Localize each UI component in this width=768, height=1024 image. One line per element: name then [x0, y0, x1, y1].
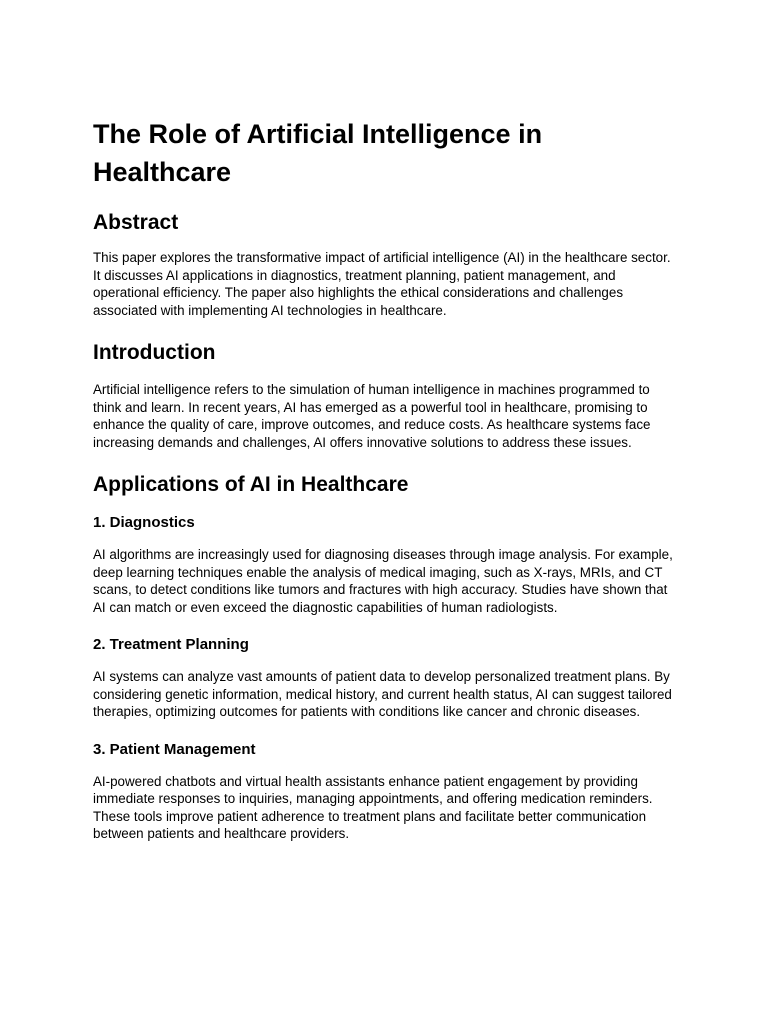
treatment-planning-heading: 2. Treatment Planning — [93, 636, 249, 653]
introduction-heading: Introduction — [93, 341, 216, 364]
treatment-planning-body: AI systems can analyze vast amounts of patient data to develop personalized treatment plans. By considering genetic information, medical history, and current health status, AI can suggest tailored therapies, optimizing outcomes for patients with conditions like cancer and chronic diseases. — [93, 669, 672, 719]
patient-management-heading: 3. Patient Management — [93, 740, 256, 758]
introduction-body: Artificial intelligence refers to the simulation of human intelligence in machines programmed to think and learn. In recent years, AI has emerged as a powerful tool in healthcare, promising to enhance the quality of care, improve outcomes, and reduce costs. As healthcare systems face increasing demands and challenges, AI offers innovative solutions to address these issues. — [93, 382, 651, 450]
document-title: The Role of Artificial Intelligence in Healthcare — [93, 119, 543, 187]
abstract-body: This paper explores the transformative impact of artificial intelligence (AI) in the healthcare sector. It discusses AI applications in diagnostics, treatment planning, patient management, and operational efficiency. The paper also highlights the ethical considerations and challenges associated with implementing AI technologies in healthcare. — [93, 250, 671, 318]
diagnostics-heading: 1. Diagnostics — [93, 514, 195, 531]
applications-heading: Applications of AI in Healthcare — [93, 473, 409, 496]
patient-management-body: AI-powered chatbots and virtual health assistants enhance patient engagement by providing immediate responses to inquiries, managing appointments, and offering medication reminders. These tools improve patient adherence to treatment plans and facilitate better communication between patients and healthcare providers. — [93, 773, 653, 841]
diagnostics-body: AI algorithms are increasingly used for diagnosing diseases through image analysis. For example, deep learning techniques enable the analysis of medical imaging, such as X-rays, MRIs, and CT scans, to detect conditions like tumors and fractures with high accuracy. Studies have shown that AI can match or even exceed the diagnostic capabilities of human radiologists. — [93, 547, 673, 615]
abstract-heading: Abstract — [93, 211, 179, 234]
